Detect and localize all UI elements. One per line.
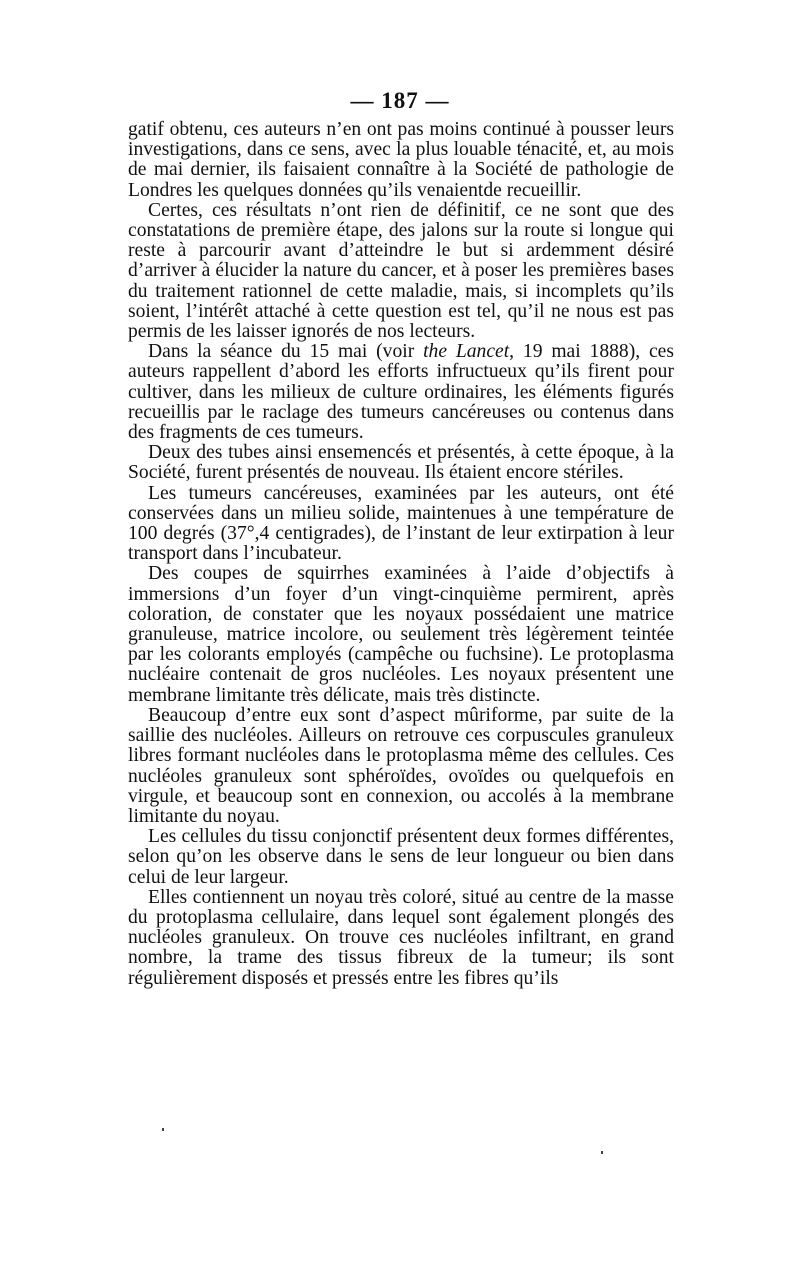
paragraph: Deux des tubes ainsi ensemencés et présentés, à cette époque, à la Société, furent présentés de nouveau. Ils étaient encore stériles. (128, 442, 674, 484)
paragraph: Des coupes de squirrhes examinées à l’aide d’objectifs à immersions d’un foyer d’un vingt-cinquième permirent, après coloration, de constater que les noyaux possédaient une matrice granuleuse, matrice incolore, ou seulement très légèrement teintée par les colorants employés (campêche ou fuchsine). Le protoplasma nucléaire contenait de gros nucléoles. Les noyaux présentent une membrane limitante très délicate, mais très distincte. (128, 563, 674, 706)
print-speck (601, 1151, 603, 1154)
paragraph: Elles contiennent un noyau très coloré, situé au centre de la masse du protoplasma cellulaire, dans lequel sont également plongés des nucléoles granuleux. On trouve ces nucléoles infiltrant, en grand nombre, la trame des tissus fibreux de la tumeur; ils sont régulièrement disposés et pressés entre les fibres qu’ils (128, 886, 674, 989)
print-speck (162, 1128, 164, 1131)
journal-title: the Lancet (423, 341, 510, 363)
paragraph: gatif obtenu, ces auteurs n’en ont pas moins continué à pousser leurs investigations, dans ce sens, avec la plus louable ténacité, et, au mois de mai dernier, ils faisaient connaître à la Société de pathologie de Londres les quelques données qu’ils venaientde recueillir. (128, 119, 674, 201)
paragraph-text: , 19 mai 1888), ces auteurs rappellent d’abord les efforts infructueux qu’ils firent pour cultiver, dans les milieux de culture ordinaires, les éléments figurés recueillis par le raclage des tumeurs cancéreuses ou contenus dans des fragments de ces tumeurs. (128, 341, 674, 444)
paragraph: Beaucoup d’entre eux sont d’aspect mûriforme, par suite de la saillie des nucléoles. Ailleurs on retrouve ces corpuscules granuleux libres formant nucléoles dans le protoplasma même des cellules. Ces nucléoles granuleux sont sphéroïdes, ovoïdes ou quelquefois en virgule, et beaucoup sont en connexion, ou accolés à la membrane limitante du noyau. (128, 704, 674, 827)
body-text (128, 120, 674, 989)
paragraph: Les tumeurs cancéreuses, examinées par les auteurs, ont été conservées dans un milieu solide, maintenues à une température de 100 degrés (37°,4 centigrades), de l’instant de leur extirpation à leur transport dans l’incubateur. (128, 482, 674, 565)
paragraph (128, 342, 674, 443)
paragraph: Les cellules du tissu conjonctif présentent deux formes différentes, selon qu’on les observe dans le sens de leur longueur ou bien dans celui de leur largeur. (128, 826, 674, 888)
page-number: — 187 — (350, 88, 450, 113)
paragraph-text: Dans la séance du 15 mai (voir (148, 341, 424, 363)
paragraph: Certes, ces résultats n’ont rien de définitif, ce ne sont que des constatations de première étape, des jalons sur la route si longue qui reste à parcourir avant d’atteindre le but si ardemment désiré d’arriver à élucider la nature du cancer, et à poser les premières bases du traitement rationnel de cette maladie, mais, si incomplets qu’ils soient, l’intérêt attaché à cette question est tel, qu’il ne nous est pas permis de les laisser ignorés de nos lecteurs. (128, 199, 674, 343)
